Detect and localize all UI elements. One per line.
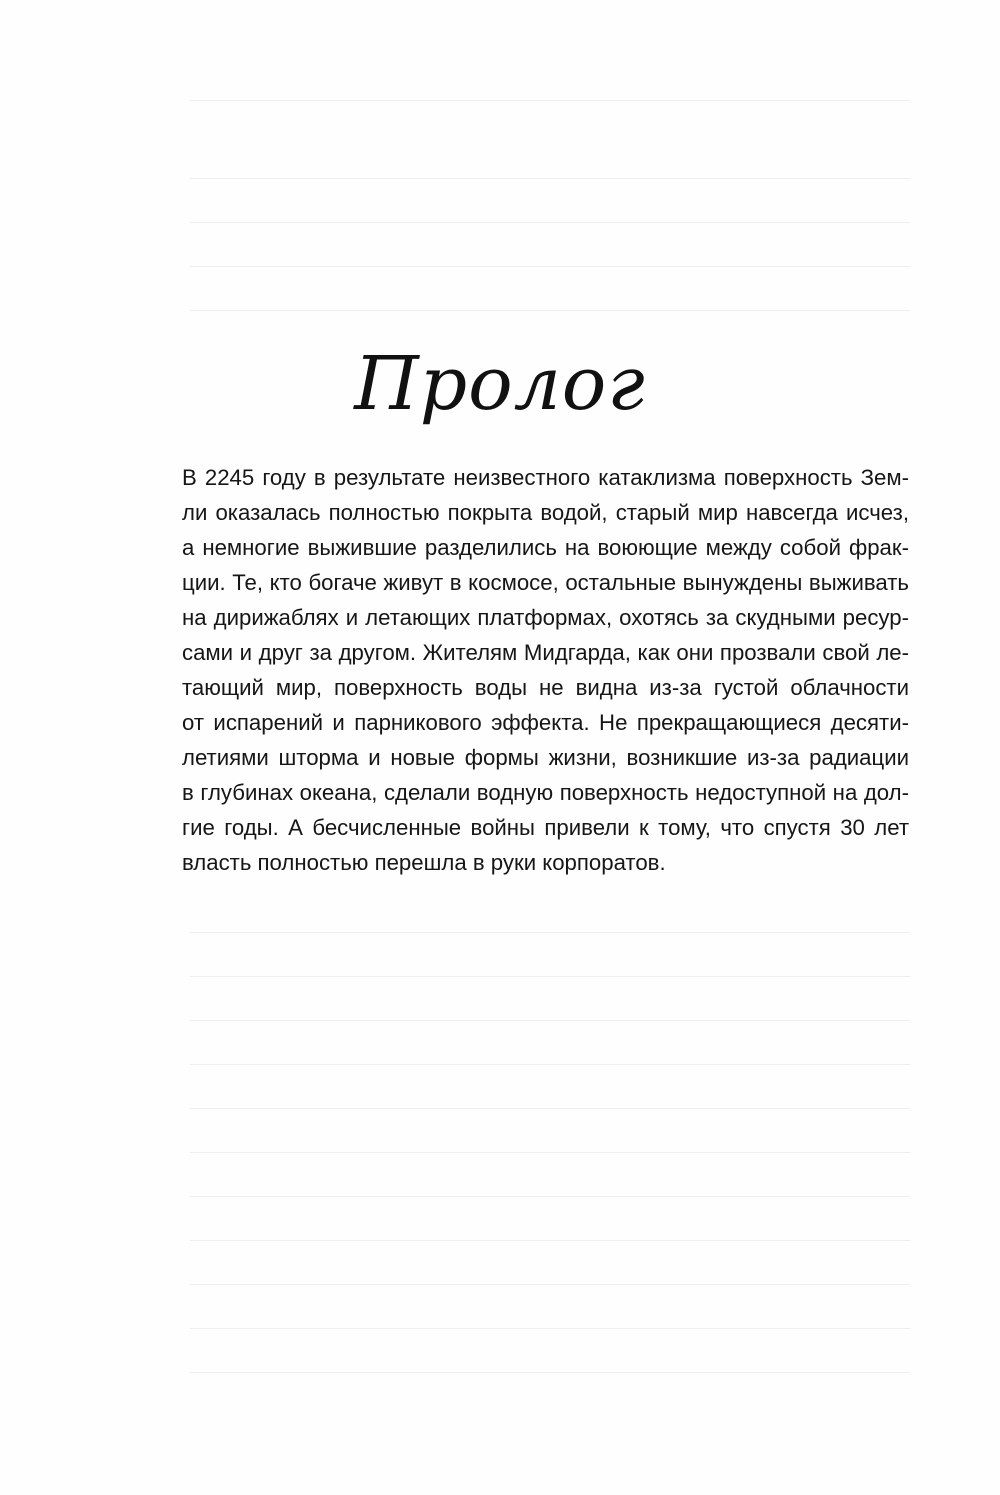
bleed-through-line: [190, 1108, 910, 1109]
paragraph-line: на дирижаблях и летающих платформах, охотясь за скудными ресур-: [182, 605, 909, 630]
paragraph-line: ли оказалась полностью покрыта водой, старый мир навсегда исчез,: [182, 500, 909, 525]
page-title: Пролог: [354, 341, 646, 427]
paragraph-line: а немногие выжившие разделились на воюющие между собой фрак-: [182, 535, 909, 560]
bleed-through-line: [190, 1064, 910, 1065]
bleed-through-line: [190, 1328, 910, 1329]
paragraph-line: в глубинах океана, сделали водную поверхность недоступной на дол-: [182, 780, 909, 805]
paragraph-line: от испарений и парникового эффекта. Не прекращающиеся десяти-: [182, 710, 909, 735]
bleed-through-line: [190, 1020, 910, 1021]
bleed-through-line: [190, 222, 910, 223]
paragraph-line: власть полностью перешла в руки корпоратов.: [182, 850, 666, 875]
bleed-through-line: [190, 266, 910, 267]
bleed-through-line: [190, 310, 910, 311]
bleed-through-line: [190, 1196, 910, 1197]
paragraph-line: летиями шторма и новые формы жизни, возникшие из-за радиации: [182, 745, 909, 770]
bleed-through-line: [190, 1240, 910, 1241]
bleed-through-line: [190, 976, 910, 977]
paragraph-line: В 2245 году в результате неизвестного катаклизма поверхность Зем-: [182, 465, 909, 490]
paragraph-line: тающий мир, поверхность воды не видна из-за густой облачности: [182, 675, 909, 700]
paragraph-line: гие годы. А бесчисленные войны привели к тому, что спустя 30 лет: [182, 815, 909, 840]
bleed-through-line: [190, 1284, 910, 1285]
bleed-through-line: [190, 932, 910, 933]
bleed-through-line: [190, 100, 910, 101]
bleed-through-line: [190, 1152, 910, 1153]
prologue-paragraph: [182, 460, 909, 880]
bleed-through-line: [190, 178, 910, 179]
paragraph-line: ции. Те, кто богаче живут в космосе, остальные вынуждены выживать: [182, 570, 909, 595]
paragraph-line: сами и друг за другом. Жителям Мидгарда, как они прозвали свой ле-: [182, 640, 909, 665]
bleed-through-line: [190, 1372, 910, 1373]
